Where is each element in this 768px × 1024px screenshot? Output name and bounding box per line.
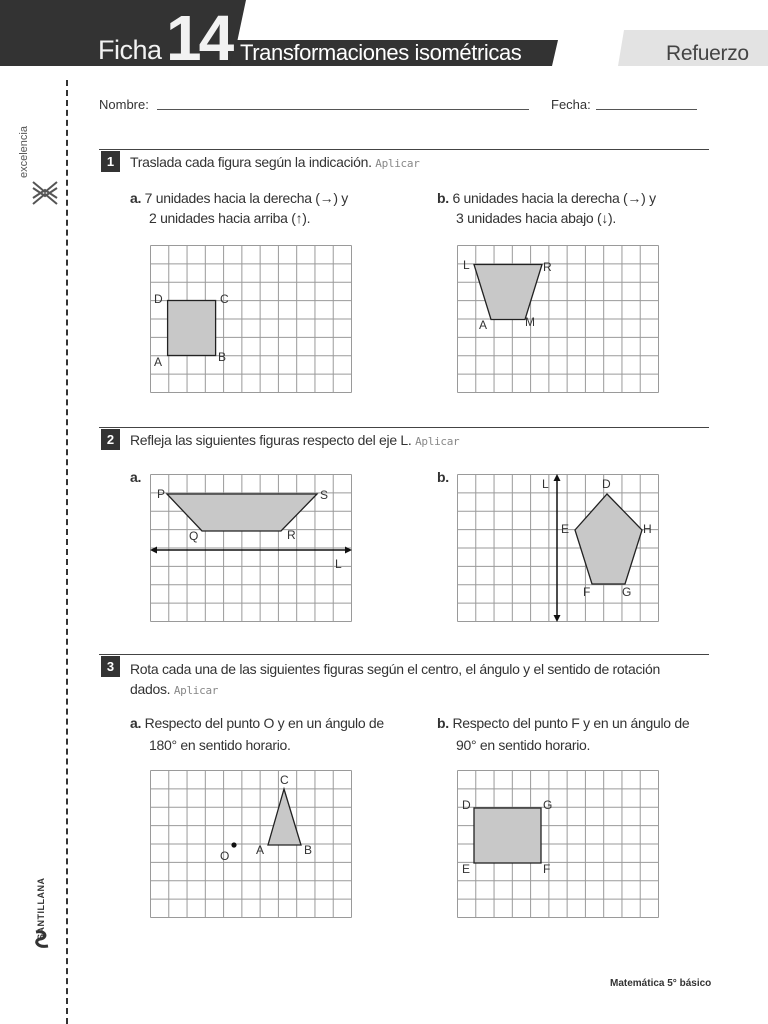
vertex-label: G [622, 585, 632, 599]
exercise-1a-text: a. 7 unidades hacia la derecha (→) y 2 unidades hacia arriba (↑). [130, 190, 349, 226]
vertex-label: P [157, 487, 166, 501]
axis-label: L [335, 557, 342, 571]
ficha-number: 14 [166, 2, 232, 74]
labels-3b [457, 770, 659, 918]
skill-tag: Aplicar [415, 435, 460, 448]
vertex-label: G [543, 798, 553, 812]
ficha-label: Ficha [98, 35, 162, 65]
vertex-label: D [154, 292, 163, 306]
exercise-1b-text: b. 6 unidades hacia la derecha (→) y 3 unidades hacia abajo (↓). [437, 190, 656, 226]
center-label: O [220, 849, 230, 863]
page-title: Transformaciones isométricas [240, 40, 522, 65]
name-label: Nombre: [99, 97, 149, 112]
level-label: Refuerzo [666, 42, 749, 65]
exercise-number: 1 [101, 151, 120, 172]
vertex-label: D [462, 798, 471, 812]
footer-text: Matemática 5° básico [610, 978, 712, 989]
exercise-2a-label: a. [130, 469, 142, 485]
date-label: Fecha: [551, 97, 591, 112]
section-divider [99, 427, 709, 428]
vertex-label: M [525, 315, 535, 329]
vertex-label: B [304, 843, 313, 857]
section-divider [99, 149, 709, 150]
skill-tag: Aplicar [375, 157, 420, 170]
labels-1b [457, 245, 659, 393]
vertex-label: A [479, 318, 488, 332]
date-field[interactable] [596, 109, 697, 110]
axis-label: L [542, 477, 549, 491]
vertex-label: B [218, 350, 227, 364]
labels-2a [150, 474, 352, 622]
vertex-label: L [463, 258, 470, 272]
vertex-label: C [280, 773, 289, 787]
vertex-label: Q [189, 529, 199, 543]
vertex-label: F [583, 585, 591, 599]
exercise-3b-text: b. Respecto del punto F y en un ángulo de 90° en sentido horario. [437, 715, 690, 753]
vertex-label: E [462, 862, 471, 876]
cut-line [66, 80, 68, 1024]
vertex-label: R [287, 528, 296, 542]
name-field[interactable] [157, 109, 529, 110]
brand-label: excelencia [18, 126, 30, 178]
labels-3a [150, 770, 352, 918]
skill-tag: Aplicar [173, 684, 219, 697]
exercise-2b-label: b. [437, 469, 449, 485]
exercise-instruction: Rota cada una de las siguientes figuras según el centro, el ángulo y el sentido de rotación dados. Aplicar [130, 661, 660, 697]
vertex-label: A [154, 355, 163, 369]
labels-2b [457, 474, 659, 622]
vertex-label: D [602, 477, 611, 491]
exercise-instruction: Traslada cada figura según la indicación. Aplicar [130, 154, 420, 170]
exercise-number: 3 [101, 656, 120, 677]
exercise-number: 2 [101, 429, 120, 450]
section-divider [99, 654, 709, 655]
publisher-label: SANTILLANA [36, 877, 46, 940]
vertex-label: S [320, 488, 329, 502]
vertex-label: A [256, 843, 265, 857]
vertex-label: F [543, 862, 551, 876]
exercise-instruction: Refleja las siguientes figuras respecto del eje L. Aplicar [130, 432, 460, 448]
vertex-label: C [220, 292, 229, 306]
labels-1a [150, 245, 352, 393]
excelencia-logo-icon [30, 176, 60, 210]
vertex-label: H [643, 522, 652, 536]
exercise-3a-text: a. Respecto del punto O y en un ángulo de 180° en sentido horario. [130, 715, 384, 753]
vertex-label: R [543, 260, 552, 274]
vertex-label: E [561, 522, 570, 536]
